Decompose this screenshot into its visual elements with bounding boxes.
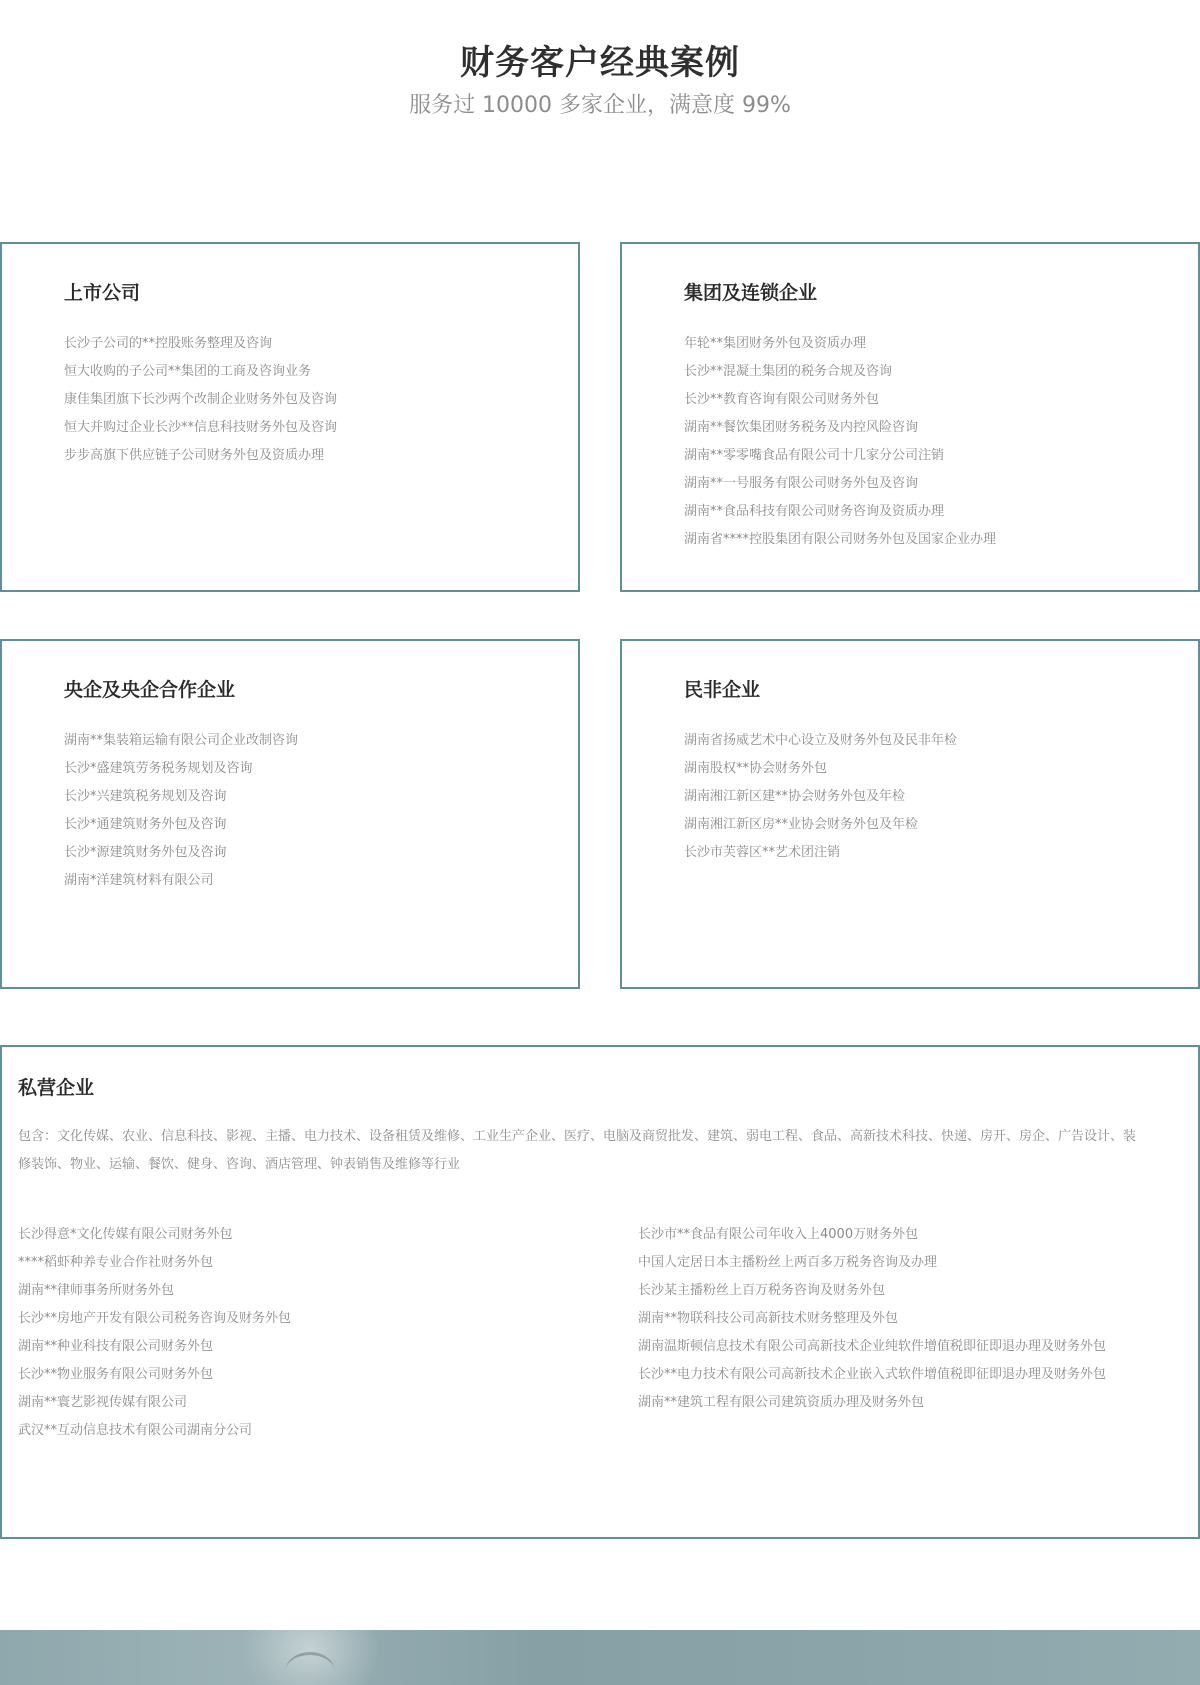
- case-list: [64, 330, 337, 470]
- case-item: 湖南**零零嘴食品有限公司十几家分公司注销: [684, 448, 945, 463]
- card-title: 央企及央企合作企业: [64, 679, 236, 701]
- case-item: 康佳集团旗下长沙两个改制企业财务外包及咨询: [64, 392, 338, 407]
- case-list: [684, 727, 957, 867]
- case-item: 恒大收购的子公司**集团的工商及咨询业务: [64, 364, 312, 379]
- case-item: 湖南**一号服务有限公司财务外包及咨询: [684, 476, 919, 491]
- card-title: 集团及连锁企业: [684, 282, 818, 304]
- case-item: 湖南**寰艺影视传媒有限公司: [18, 1395, 188, 1410]
- case-card-central-soe: [0, 639, 580, 989]
- case-item: 湖南省****控股集团有限公司财务外包及国家企业办理: [684, 532, 997, 547]
- case-item: 湖南*洋建筑材料有限公司: [64, 873, 214, 888]
- case-item: 湖南**集装箱运输有限公司企业改制咨询: [64, 733, 299, 748]
- case-item: 长沙市芙蓉区**艺术团注销: [684, 845, 841, 860]
- case-list: [684, 330, 996, 554]
- case-card-non-profit: [620, 639, 1200, 989]
- case-item: 武汉**互动信息技术有限公司湖南分公司: [18, 1423, 253, 1438]
- case-list: [64, 727, 298, 895]
- industries-included: 包含：文化传媒、农业、信息科技、影视、主播、电力技术、设备租赁及维修、工业生产企业、医疗、电脑及商贸批发、建筑、弱电工程、食品、高新技术科技、快递、房开、房企、广告设计、装修装饰、物业、运输、餐饮、健身、咨询、酒店管理、钟表销售及维修等行业: [18, 1129, 1137, 1172]
- banner-decoration: [285, 1652, 335, 1685]
- case-card-private-enterprise: [0, 1045, 1200, 1539]
- case-item: 长沙子公司的**控股账务整理及咨询: [64, 336, 273, 351]
- case-item: 湖南**种业科技有限公司财务外包: [18, 1339, 214, 1354]
- case-item: 长沙**电力技术有限公司高新技术企业嵌入式软件增值税即征即退办理及财务外包: [638, 1367, 1107, 1382]
- case-item: 湖南股权**协会财务外包: [684, 761, 828, 776]
- case-item: 湖南**餐饮集团财务税务及内控风险咨询: [684, 420, 919, 435]
- page-title: 财务客户经典案例: [460, 43, 740, 83]
- case-list-right: [638, 1221, 1106, 1417]
- case-item: 恒大并购过企业长沙**信息科技财务外包及咨询: [64, 420, 338, 435]
- case-item: 湖南**建筑工程有限公司建筑资质办理及财务外包: [638, 1395, 925, 1410]
- case-list-left: [18, 1221, 291, 1445]
- case-item: 长沙*盛建筑劳务税务规划及咨询: [64, 761, 253, 776]
- card-title: 民非企业: [684, 679, 761, 701]
- case-card-group-chain: [620, 242, 1200, 592]
- case-item: 湖南**物联科技公司高新技术财务整理及外包: [638, 1311, 899, 1326]
- case-item: 长沙**混凝土集团的税务合规及咨询: [684, 364, 893, 379]
- case-item: 中国人定居日本主播粉丝上两百多万税务咨询及办理: [638, 1255, 938, 1270]
- case-item: 长沙市**食品有限公司年收入上4000万财务外包: [638, 1227, 919, 1242]
- case-item: 长沙**物业服务有限公司财务外包: [18, 1367, 214, 1382]
- case-item: 湖南**律师事务所财务外包: [18, 1283, 175, 1298]
- case-item: 年轮**集团财务外包及资质办理: [684, 336, 867, 351]
- case-item: 长沙得意*文化传媒有限公司财务外包: [18, 1227, 233, 1242]
- case-item: 湖南省扬威艺术中心设立及财务外包及民非年检: [684, 733, 958, 748]
- case-item: 长沙*源建筑财务外包及咨询: [64, 845, 227, 860]
- case-item: 长沙*通建筑财务外包及咨询: [64, 817, 227, 832]
- case-item: 湖南湘江新区建**协会财务外包及年检: [684, 789, 906, 804]
- case-item: 湖南**食品科技有限公司财务咨询及资质办理: [684, 504, 945, 519]
- case-item: 长沙某主播粉丝上百万税务咨询及财务外包: [638, 1283, 886, 1298]
- page-subtitle: 服务过 10000 多家企业，满意度 99%: [409, 93, 791, 118]
- case-item: 长沙**房地产开发有限公司税务咨询及财务外包: [18, 1311, 292, 1326]
- card-title: 上市公司: [64, 282, 141, 304]
- case-item: 步步高旗下供应链子公司财务外包及资质办理: [64, 448, 325, 463]
- case-item: 湖南温斯顿信息技术有限公司高新技术企业纯软件增值税即征即退办理及财务外包: [638, 1339, 1107, 1354]
- page-header: [0, 40, 1200, 122]
- case-card-listed-companies: [0, 242, 580, 592]
- case-item: 湖南湘江新区房**业协会财务外包及年检: [684, 817, 919, 832]
- footer-banner-image: [0, 1630, 1200, 1685]
- case-item: 长沙*兴建筑税务规划及咨询: [64, 789, 227, 804]
- case-item: 长沙**教育咨询有限公司财务外包: [684, 392, 880, 407]
- case-item: ****稻虾种养专业合作社财务外包: [18, 1255, 214, 1270]
- card-title: 私营企业: [18, 1077, 95, 1099]
